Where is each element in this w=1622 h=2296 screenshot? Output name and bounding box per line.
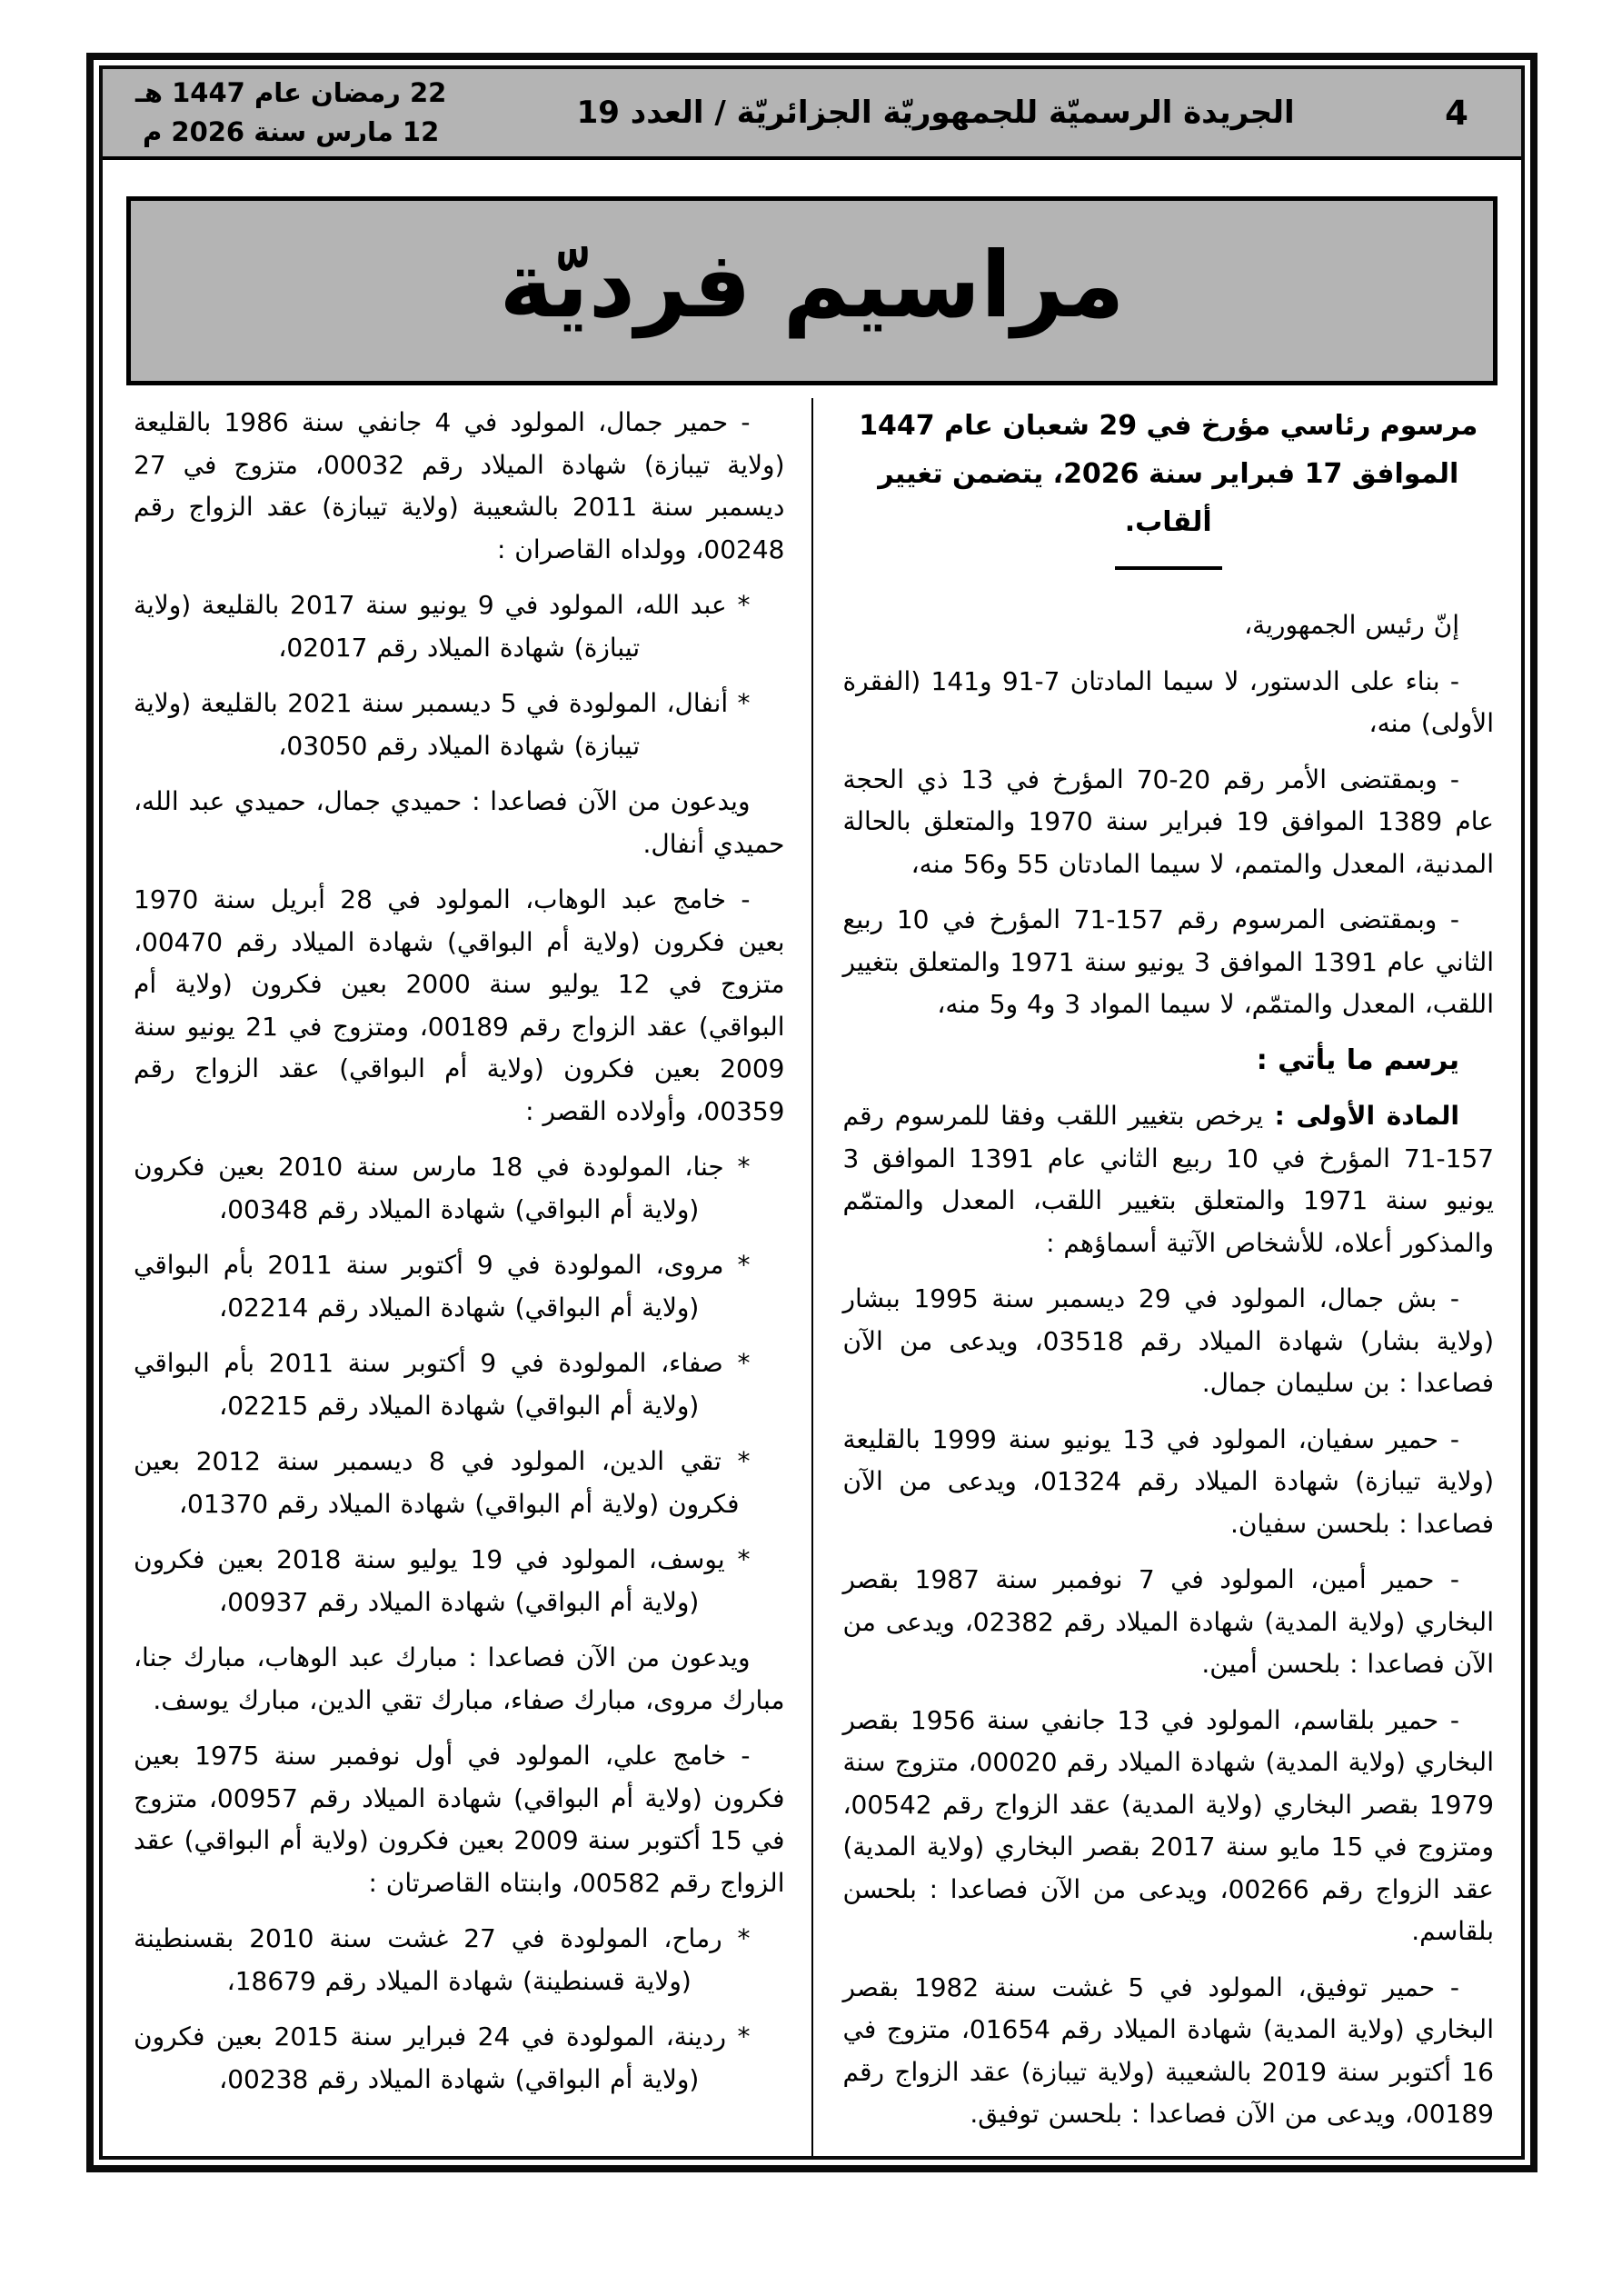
column-left xyxy=(103,398,812,2156)
decree-paragraph: يرسم ما يأتي : xyxy=(1256,1043,1459,1076)
minor-child-item: * تقي الدين، المولود في 8 ديسمبر سنة 2012 بعين فكرون (ولاية أم البواقي) شهادة الميلاد رقم 01370، xyxy=(134,1446,751,1519)
decree-paragraph: - حمير جمال، المولود في 4 جانفي سنة 1986 بالقليعة (ولاية تيبازة) شهادة الميلاد رقم 00032، متزوج في 27 ديسمبر سنة 2011 بالشعيبة (ولاية تيبازة) عقد الزواج رقم 00248، وولداه القاصران : xyxy=(134,407,785,564)
decree-paragraph: - خامج عبد الوهاب، المولود في 28 أبريل سنة 1970 بعين فكرون (ولاية أم البواقي) شهادة الميلاد رقم 00470، متزوج في 12 يوليو سنة 2000 بعين فكرون (ولاية أم البواقي) عقد الزواج رقم 00189، ومتزوج في 21 يونيو سنة 2009 بعين فكرون (ولاية أم البواقي) عقد الزواج رقم 00359، وأولاده القصر : xyxy=(134,884,785,1126)
date-gregorian: 12 مارس سنة 2026 م xyxy=(143,116,440,147)
minor-child-item: * رماح، المولودة في 27 غشت سنة 2010 بقسنطينة (ولاية قسنطينة) شهادة الميلاد رقم 18679، xyxy=(134,1923,751,1996)
date-block xyxy=(135,74,446,152)
decree-paragraph: ويدعون من الآن فصاعدا : مبارك عبد الوهاب، مبارك جنا، مبارك مروى، مبارك صفاء، مبارك تقي الدين، مبارك يوسف. xyxy=(134,1642,785,1715)
minor-child-item: * عبد الله، المولود في 9 يونيو سنة 2017 بالقليعة (ولاية تيبازة) شهادة الميلاد رقم 02017، xyxy=(134,590,751,663)
journal-title: الجريدة الرسميّة للجمهوريّة الجزائريّة / العدد 19 xyxy=(576,95,1295,131)
decree-body-right xyxy=(843,604,1495,2136)
decree-title: مرسوم رئاسي مؤرخ في 29 شعبان عام 1447 الموافق 17 فبراير سنة 2026، يتضمن تغيير ألقاب. xyxy=(859,410,1478,538)
decree-body-left xyxy=(134,402,785,2101)
decree-paragraph: - بناء على الدستور، لا سيما المادتان 7-91 و141 (الفقرة الأولى) منه، xyxy=(842,665,1494,738)
decree-paragraph: - حمير توفيق، المولود في 5 غشت سنة 1982 بقصر البخاري (ولاية المدية) شهادة الميلاد رقم 01654، متزوج في 16 أكتوبر سنة 2019 بالشعيبة (ولاية تيبازة) عقد الزواج رقم 00189، ويدعى من الآن فصاعدا : بلحسن توفيق. xyxy=(842,1972,1494,2129)
minor-child-item: * مروى، المولودة في 9 أكتوبر سنة 2011 بأم البواقي (ولاية أم البواقي) شهادة الميلاد رقم 02214، xyxy=(134,1250,751,1323)
page-frame-inner xyxy=(99,65,1525,2160)
page-frame xyxy=(86,53,1537,2172)
minor-child-item: * يوسف، المولود في 19 يوليو سنة 2018 بعين فكرون (ولاية أم البواقي) شهادة الميلاد رقم 00937، xyxy=(134,1544,751,1617)
decree-paragraph: المادة الأولى : يرخص بتغيير اللقب وفقا للمرسوم رقم 157-71 المؤرخ في 10 ربيع الثاني عام 1391 الموافق 3 يونيو سنة 1971 والمتعلق بتغيير اللقب، المعدل والمتمّم والمذكور أعلاه، للأشخاص الآتية أسماؤهم : xyxy=(842,1101,1495,1258)
decree-paragraph: - وبمقتضى المرسوم رقم 157-71 المؤرخ في 10 ربيع الثاني عام 1391 الموافق 3 يونيو سنة 1971 والمتعلق بتغيير اللقب، المعدل والمتمّم، لا سيما المواد 3 و4 و5 منه، xyxy=(842,904,1494,1019)
decree-paragraph: إنّ رئيس الجمهورية، xyxy=(1244,610,1459,640)
page-number: 4 xyxy=(1445,93,1468,133)
text-columns xyxy=(103,398,1521,2156)
section-banner-title: مراسيم فرديّة xyxy=(499,231,1125,338)
article-lead: المادة الأولى : xyxy=(1263,1101,1459,1131)
header-band xyxy=(103,69,1521,160)
decree-paragraph: - وبمقتضى الأمر رقم 20-70 المؤرخ في 13 ذي الحجة عام 1389 الموافق 19 فبراير سنة 1970 والمتعلق بالحالة المدنية، المعدل والمتمم، لا سيما المادتان 55 و56 منه، xyxy=(842,764,1495,879)
column-divider xyxy=(811,398,813,2156)
minor-child-item: * ردينة، المولودة في 24 فبراير سنة 2015 بعين فكرون (ولاية أم البواقي) شهادة الميلاد رقم 00238، xyxy=(134,2021,751,2094)
decree-paragraph: - حمير أمين، المولود في 7 نوفمبر سنة 1987 بقصر البخاري (ولاية المدية) شهادة الميلاد رقم 02382، ويدعى من الآن فصاعدا : بلحسن أمين. xyxy=(842,1564,1494,1679)
section-banner xyxy=(126,196,1498,385)
column-right xyxy=(812,398,1522,2156)
decree-title-rule xyxy=(1115,566,1222,570)
decree-paragraph: - حمير سفيان، المولود في 13 يونيو سنة 1999 بالقليعة (ولاية تيبازة) شهادة الميلاد رقم 01324، ويدعى من الآن فصاعدا : بلحسن سفيان. xyxy=(842,1423,1494,1539)
minor-child-item: * صفاء، المولودة في 9 أكتوبر سنة 2011 بأم البواقي (ولاية أم البواقي) شهادة الميلاد رقم 02215، xyxy=(134,1348,751,1421)
date-hijri: 22 رمضان عام 1447 هـ xyxy=(135,77,447,108)
decree-paragraph: ويدعون من الآن فصاعدا : حميدي جمال، حميدي عبد الله، حميدي أنفال. xyxy=(134,786,785,859)
minor-child-item: * أنفال، المولودة في 5 ديسمبر سنة 2021 بالقليعة (ولاية تيبازة) شهادة الميلاد رقم 03050، xyxy=(134,688,751,761)
decree-paragraph: - بش جمال، المولود في 29 ديسمبر سنة 1995 ببشار (ولاية بشار) شهادة الميلاد رقم 03518، ويدعى من الآن فصاعدا : بن سليمان جمال. xyxy=(842,1283,1494,1398)
minor-child-item: * جنا، المولودة في 18 مارس سنة 2010 بعين فكرون (ولاية أم البواقي) شهادة الميلاد رقم 00348، xyxy=(134,1152,751,1224)
decree-paragraph: - حمير بلقاسم، المولود في 13 جانفي سنة 1956 بقصر البخاري (ولاية المدية) شهادة الميلاد رقم 00020، متزوج سنة 1979 بقصر البخاري (ولاية المدية) عقد الزواج رقم 00542، ومتزوج في 15 مايو سنة 2017 بقصر البخاري (ولاية المدية) عقد الزواج رقم 00266، ويدعى من الآن فصاعدا : بلحسن بلقاسم. xyxy=(842,1704,1495,1946)
decree-paragraph: - خامج علي، المولود في أول نوفمبر سنة 1975 بعين فكرون (ولاية أم البواقي) شهادة الميلاد رقم 00957، متزوج في 15 أكتوبر سنة 2009 بعين فكرون (ولاية أم البواقي) عقد الزواج رقم 00582، وابنتاه القاصرتان : xyxy=(134,1741,785,1898)
